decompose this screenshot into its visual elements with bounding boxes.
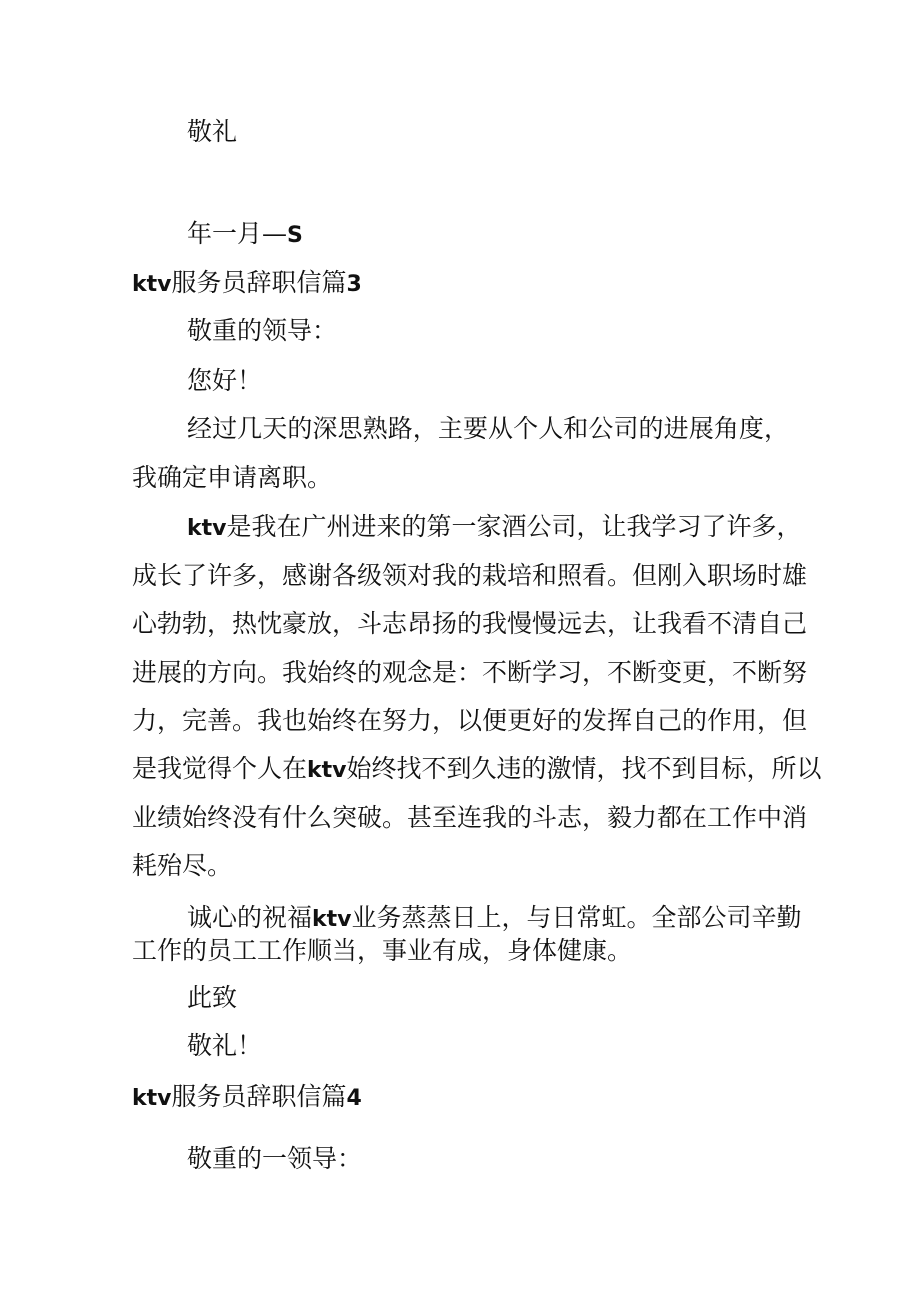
closing-salute: 敬礼 <box>187 117 238 146</box>
para1-line1: 经过几天的深思熟路，主要从个人和公司的进展角度， <box>187 414 789 443</box>
closing-ci-zhi: 此致 <box>187 983 238 1012</box>
para2-line1-text: 是我在广州进来的第一家酒公司，让我学习了许多， <box>226 512 802 541</box>
para2-line6-b: 始终找不到久违的激情，找不到目标，所以 <box>346 754 822 783</box>
closing-jing-li: 敬礼！ <box>187 1031 263 1060</box>
salutation-4: 敬重的一领导： <box>187 1144 363 1173</box>
heading-prefix: ktv <box>132 1086 172 1111</box>
brand-ktv: ktv <box>307 758 347 783</box>
para2-line3: 心勃勃，热忱豪放，斗志昂扬的我慢慢远去，让我看不清自己 <box>132 609 808 638</box>
para3-line1-b: 业务蒸蒸日上，与日常虹。全部公司辛勤 <box>351 903 802 932</box>
para3-line2: 工作的员工工作顺当，事业有成，身体健康。 <box>132 936 633 965</box>
para2-line7: 业绩始终没有什么突破。甚至连我的斗志，毅力都在工作中消 <box>132 803 808 832</box>
heading-text: 服务员辞职信篇 <box>171 1082 347 1111</box>
brand-ktv: ktv <box>312 907 352 932</box>
para2-line2: 成长了许多，感谢各级领对我的栽培和照看。但刚入职场时雄 <box>132 561 808 590</box>
brand-ktv: ktv <box>187 516 227 541</box>
para3-line1-a: 诚心的祝福 <box>187 903 313 932</box>
greeting: 您好！ <box>187 366 263 395</box>
para3-line1 <box>187 903 802 935</box>
date-line <box>187 219 303 251</box>
para2-line6 <box>132 754 822 786</box>
heading-prefix: ktv <box>132 272 172 297</box>
para2-line1 <box>187 512 802 544</box>
para1-line2: 我确定申请离职。 <box>132 463 333 492</box>
section-4-heading <box>132 1082 362 1114</box>
salutation: 敬重的领导： <box>187 316 338 345</box>
para2-line6-a: 是我觉得个人在 <box>132 754 308 783</box>
heading-number: 4 <box>346 1086 362 1111</box>
para2-line8: 耗殆尽。 <box>132 851 233 880</box>
para2-line5: 力，完善。我也始终在努力，以便更好的发挥自己的作用，但 <box>132 706 808 735</box>
para2-line4: 进展的方向。我始终的观念是：不断学习，不断变更，不断努 <box>132 658 808 687</box>
section-3-heading <box>132 268 362 300</box>
heading-text: 服务员辞职信篇 <box>171 268 347 297</box>
date-text: 年一月— <box>187 219 288 248</box>
heading-number: 3 <box>346 272 362 297</box>
date-bold-letter: S <box>287 223 303 248</box>
